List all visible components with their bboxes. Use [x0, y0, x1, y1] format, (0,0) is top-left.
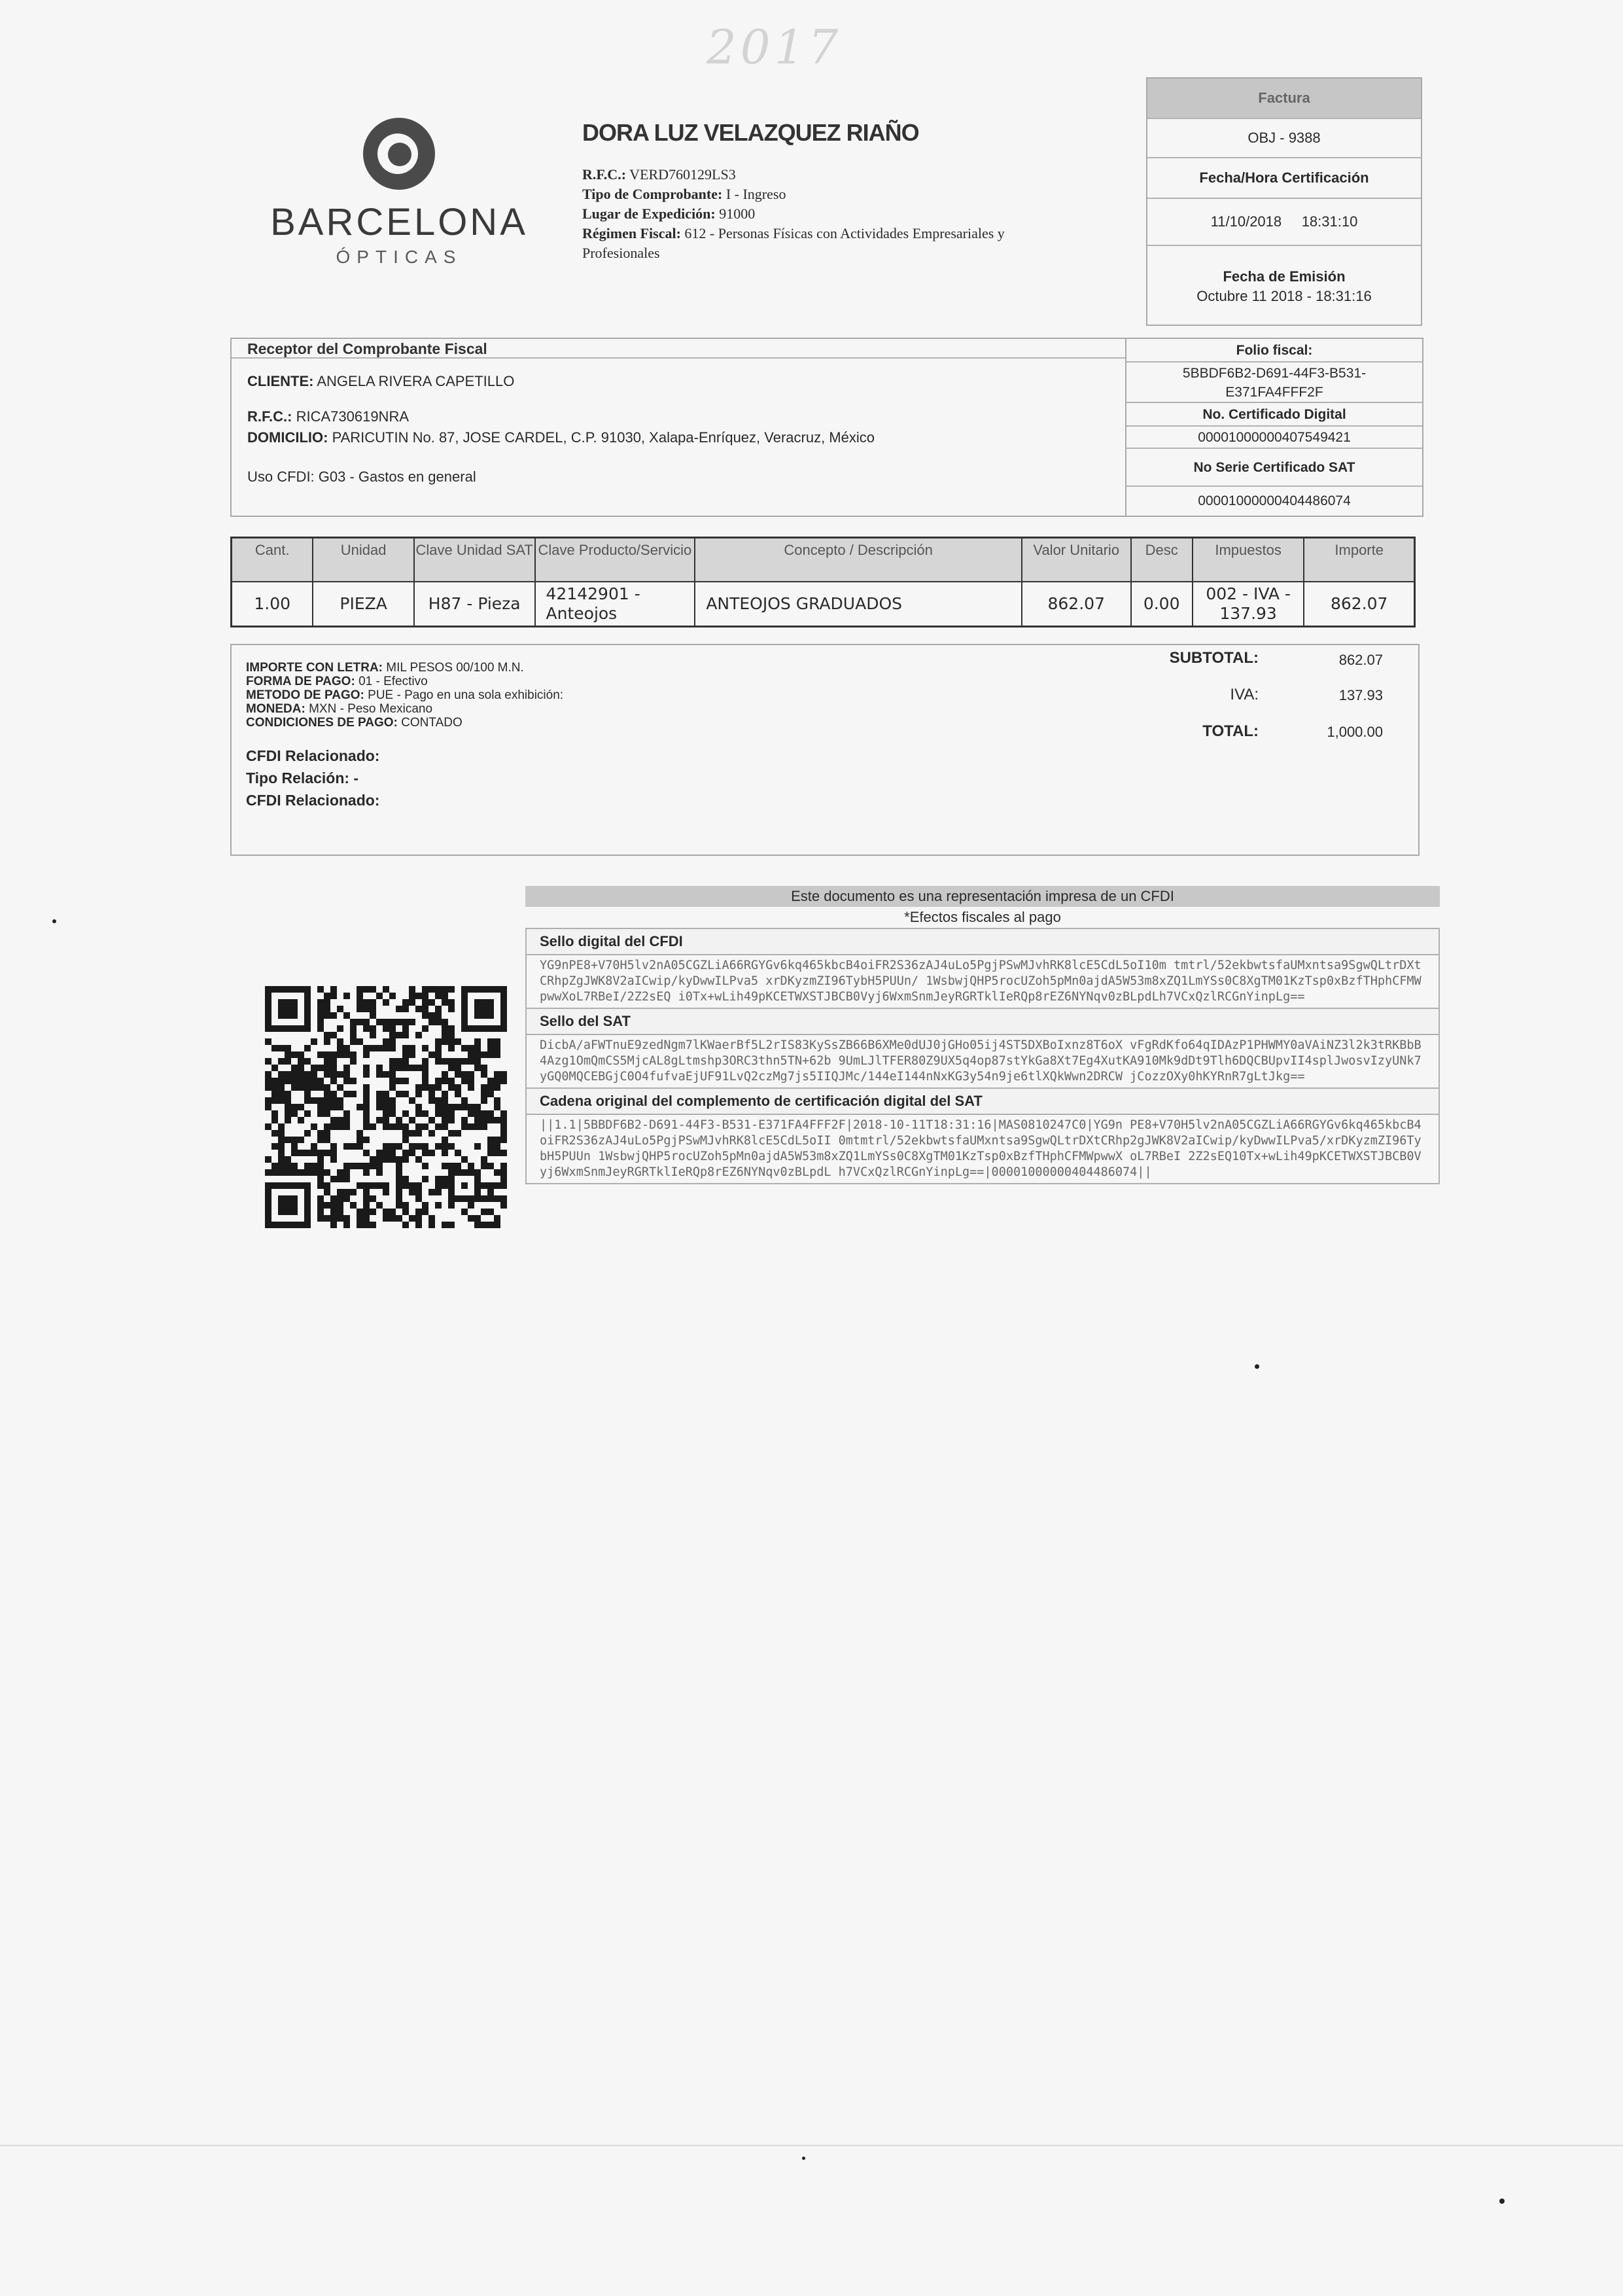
cadena-title: Cadena original del complemento de certificación digital del SAT — [527, 1089, 1439, 1115]
folio-value: 5BBDF6B2-D691-44F3-B531- E371FA4FFF2F — [1126, 362, 1422, 403]
issuer-tipo: Tipo de Comprobante: I - Ingreso — [582, 186, 786, 202]
moneda: MONEDA: MXN - Peso Mexicano — [246, 702, 433, 716]
subtotal-label: SUBTOTAL: — [1169, 649, 1259, 667]
factura-title: Factura — [1147, 79, 1421, 119]
cell-desc: 0.00 — [1131, 582, 1193, 627]
cell-cant: 1.00 — [232, 582, 313, 627]
cert-label: No. Certificado Digital — [1126, 403, 1422, 427]
receptor-section — [230, 338, 1423, 517]
sellos-section — [525, 886, 1440, 1184]
scan-speck — [1499, 2199, 1505, 2204]
col-clave-producto: Clave Producto/Servicio — [535, 538, 695, 582]
col-clave-unidad: Clave Unidad SAT — [414, 538, 535, 582]
subtotal-value: 862.07 — [1338, 652, 1383, 668]
folio-label: Folio fiscal: — [1126, 339, 1422, 362]
totals-section — [230, 644, 1420, 856]
cfdi-relacionado: CFDI Relacionado: — [246, 747, 380, 764]
cfdi-banner: Este documento es una representación impresa de un CFDI — [525, 886, 1440, 907]
logo-name: BARCELONA — [270, 201, 528, 243]
payment-info — [246, 661, 563, 730]
issuer-regimen: Régimen Fiscal: 612 - Personas Físicas con Actividades Empresariales y Profesionales — [582, 225, 1005, 261]
total-label: TOTAL: — [1202, 722, 1259, 740]
total-value: 1,000.00 — [1327, 724, 1383, 740]
emission-date-block — [1147, 246, 1421, 325]
cell-clave-unidad: H87 - Pieza — [414, 582, 535, 627]
cadena-text: ||1.1|5BBDF6B2-D691-44F3-B531-E371FA4FFF2F|2018-10-11T18:31:16|MAS0810247C0|YG9n PE8+V70H5lv2nA05CGZLiA66RGYGv6kq465kbcB4oiFR2S36zAJ4uLo5PgjPSwMJvhRK8lcE5CdL5oII 0mtmtrl/52ekbwtsfaUMxntsa9SgwQLtrDXtCRhp2gJWK8V2aICwip/kyDwwILPva5/xrDKyzmZI96Ty bH5PUUn 1WsbwjQHP5rocUZoh5pMn0ajdA5W53m8xZQ1LmYSs0C8XgTM01KzTsp0xBzfTHphCFMWpwwX oL7RBeI 2Z2sEQ10Tx+wLih49pKCETWXSTJBCB0Vyj6WxmSnmJeyRGRTklIeRQp8rEZ6NYNqv0zBLpdL h7VCxQzlRCGnYinpLg==|00001000000404486074|| — [540, 1118, 1429, 1179]
col-importe: Importe — [1304, 538, 1414, 582]
col-concepto: Concepto / Descripción — [695, 538, 1022, 582]
cell-impuestos: 002 - IVA - 137.93 — [1193, 582, 1304, 627]
logo-subtitle: ÓPTICAS — [336, 247, 462, 267]
sello-sat-text: DicbA/aFWTnuE9zedNgm7lKWaerBf5L2rIS83KySsZB66B6XMe0dUJ0jGHo05ij4ST5DXBoIxnz8T6oX vFgRdKfo64qIDAzP1PHWMY0aVAiNZ3l2k3tRKBbB4Azg1OmQmCS5MjcAL8gLtmshp3ORC3thn5TN+62b 9UmLJlTFER80Z9UX5q4op87stYkGa8Xt7Eg4XutKA910Mk9dDt9Tlh6DQCBUpvII4splJwosvIzyUNk7 yGQ0MQCEBGjC0O4fufvaEjUF91LvQ2czMg7js5IIQJMc/144eI144nNxKG3y54n9je6tlXQkWwn2DRCW jCozzOXy0hKYRnR7gLtJkg== — [540, 1038, 1429, 1084]
sat-cert-value: 00001000000404486074 — [1198, 493, 1351, 508]
cert-date: 11/10/2018 18:31:10 — [1147, 199, 1421, 246]
sello-sat-title: Sello del SAT — [527, 1009, 1439, 1035]
scan-speck — [1255, 1364, 1259, 1369]
issuer-lugar: Lugar de Expedición: 91000 — [582, 205, 756, 222]
efectos-fiscales: *Efectos fiscales al pago — [904, 909, 1061, 925]
sello-sat-box — [525, 1008, 1440, 1087]
uso-cfdi: Uso CFDI: G03 - Gastos en general — [247, 468, 476, 485]
importe-letra: IMPORTE CON LETRA: MIL PESOS 00/100 M.N. — [246, 661, 524, 675]
sello-cfdi-text: YG9nPE8+V70H5lv2nA05CGZLiA66RGYGv6kq465kbcB4oiFR2S36zAJ4uLo5PgjPSwMJvhRK8lcE5CdL5oI10m tmtrl/52ekbwtsfaUMxntsa9SgwQLtrDXtCRhpZgJWK8V2aICwip/kyDwwILPva5 xrDKyzmZI96TybH5PUUn/ 1WsbwjQHP5rocUZoh5pMn0ajdA5W53m8xZQ1LmYSs0C8XgTM01KzTsp0xBzfTHphCFMWpwwXoL7RBeI/2Z2sEQ i0Tx+wLih49pKCETWXSTJBCB0Vyj6WxmSnmJeyRGRTklIeRQp8rEZ6NYNqv0zBLpdLh7VCxQzlRCGnYinpLg== — [540, 959, 1422, 1004]
factura-number: OBJ - 9388 — [1147, 119, 1421, 158]
table-header-row — [232, 538, 1415, 582]
table-row — [232, 582, 1415, 627]
cell-importe: 862.07 — [1304, 582, 1414, 627]
col-impuestos: Impuestos — [1193, 538, 1304, 582]
condiciones-pago: CONDICIONES DE PAGO: CONTADO — [246, 716, 462, 730]
cell-concepto: ANTEOJOS GRADUADOS — [695, 582, 1022, 627]
issuer-name: DORA LUZ VELAZQUEZ RIAÑO — [582, 119, 919, 146]
scan-speck — [802, 2157, 805, 2160]
tipo-relacion: Tipo Relación: - — [246, 769, 359, 786]
receptor-title: Receptor del Comprobante Fiscal — [232, 339, 1125, 359]
company-logo — [262, 118, 536, 268]
qr-code — [265, 986, 507, 1228]
col-unidad: Unidad — [313, 538, 414, 582]
fiscal-info — [1126, 339, 1422, 516]
sello-cfdi-box — [525, 928, 1440, 1008]
cell-unidad: PIEZA — [313, 582, 414, 627]
sello-cfdi-title: Sello digital del CFDI — [527, 929, 1439, 955]
cfdi-relacionado-2: CFDI Relacionado: — [246, 792, 380, 809]
issuer-rfc: R.F.C.: VERD760129LS3 — [582, 166, 736, 183]
forma-pago: FORMA DE PAGO: 01 - Efectivo — [246, 675, 428, 688]
client-rfc: R.F.C.: RICA730619NRA — [247, 408, 410, 425]
factura-box — [1146, 77, 1422, 326]
logo-icon — [363, 118, 435, 190]
emission-label: Fecha de Emisión — [1223, 268, 1346, 285]
col-desc: Desc — [1131, 538, 1193, 582]
cell-clave-producto: 42142901 - Anteojos — [535, 582, 695, 627]
scan-edge-line — [0, 2145, 1623, 2146]
client-name: CLIENTE: ANGELA RIVERA CAPETILLO — [247, 373, 515, 389]
receptor-info — [232, 339, 1126, 516]
cell-valor: 862.07 — [1022, 582, 1131, 627]
scan-speck — [52, 919, 56, 923]
handwritten-note: 2017 — [707, 20, 843, 75]
emission-date: Octubre 11 2018 - 18:31:16 — [1196, 288, 1372, 304]
cadena-box — [525, 1087, 1440, 1184]
sat-cert-label: No Serie Certificado SAT — [1126, 449, 1422, 487]
col-valor: Valor Unitario — [1022, 538, 1131, 582]
iva-value: 137.93 — [1338, 687, 1383, 703]
cert-value: 00001000000407549421 — [1126, 427, 1422, 449]
metodo-pago: METODO DE PAGO: PUE - Pago en una sola exhibición: — [246, 688, 564, 702]
issuer-info — [582, 119, 1079, 263]
col-cant: Cant. — [232, 538, 313, 582]
client-address: DOMICILIO: PARICUTIN No. 87, JOSE CARDEL, C.P. 91030, Xalapa-Enríquez, Veracruz, México — [247, 429, 875, 446]
items-table — [230, 537, 1416, 627]
cert-date-label: Fecha/Hora Certificación — [1147, 158, 1421, 199]
iva-label: IVA: — [1230, 686, 1259, 703]
